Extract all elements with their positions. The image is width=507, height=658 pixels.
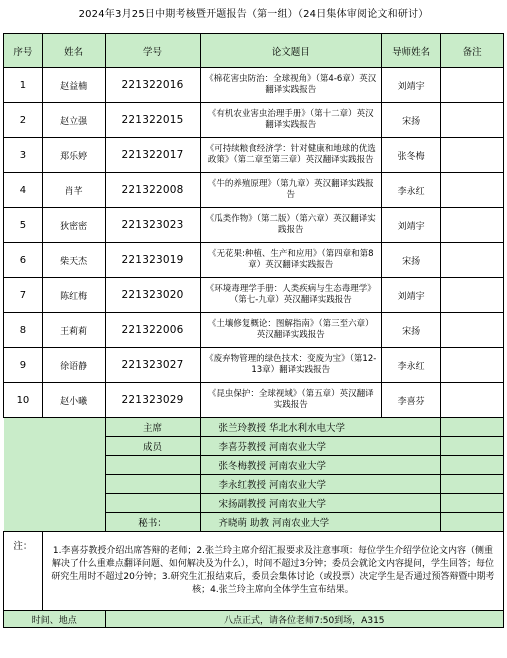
student-id: 221323027 [105, 348, 200, 383]
committee-member-row [4, 494, 504, 513]
secretary-label: 秘书： [105, 513, 200, 532]
remark-cell [441, 278, 504, 313]
paper-title: 《废弃物管理的绿色技术：变废为宝》（第12-13章）翻译实践报告 [200, 348, 381, 383]
table-row [4, 383, 504, 418]
note-label: 注： [4, 532, 43, 611]
header-student-id: 学号 [105, 34, 200, 68]
advisor-name: 宋扬 [381, 243, 440, 278]
header-remark: 备注 [441, 34, 504, 68]
paper-title: 《土壤修复概论：图解指南》（第三至六章）英汉翻译实践报告 [200, 313, 381, 348]
remark-cell [441, 208, 504, 243]
header-advisor: 导师姓名 [381, 34, 440, 68]
committee-spacer [4, 418, 106, 437]
student-id: 221322015 [105, 103, 200, 138]
row-number: 4 [4, 173, 43, 208]
paper-title: 《有机农业害虫治理手册》（第十二章）英汉翻译实践报告 [200, 103, 381, 138]
student-name: 赵立强 [42, 103, 105, 138]
paper-title: 《可持续粮食经济学：针对健康和地球的优选政策》（第二章至第三章）英汉翻译实践报告 [200, 138, 381, 173]
committee-spacer [4, 456, 106, 475]
row-number: 2 [4, 103, 43, 138]
note-text: 1.李喜芬教授介绍出席答辩的老师；2.张兰玲主席介绍汇报要求及注意事项：每位学生介绍学位论文内容（侧重解决了什么重难点翻译问题、如何解决及为什么），时间不超过3分钟；委员会就论文内容提问，学生回答；每位研究生用时不超过20分钟；3.研究生汇报结束后，委员会集体讨论（或投票）决定学生是否通过预答辩暨中期考核；4.张兰玲主席向全体学生宣布结果。 [42, 532, 503, 611]
committee-spacer [4, 513, 106, 532]
committee-blank [441, 513, 504, 532]
committee-blank [441, 475, 504, 494]
committee-member: 宋扬副教授 河南农业大学 [200, 494, 441, 513]
table-row [4, 243, 504, 278]
committee-member-row [4, 437, 504, 456]
advisor-name: 张冬梅 [381, 138, 440, 173]
table-row [4, 208, 504, 243]
student-id: 221322016 [105, 68, 200, 103]
paper-title: 《牛的养殖原理》（第九章）英汉翻译实践报告 [200, 173, 381, 208]
members-label-empty [105, 494, 200, 513]
table-row [4, 138, 504, 173]
student-name: 赵益楠 [42, 68, 105, 103]
paper-title: 《环境毒理学手册：人类疾病与生态毒理学》（第七-九章）英汉翻译实践报告 [200, 278, 381, 313]
student-name: 陈红梅 [42, 278, 105, 313]
advisor-name: 宋扬 [381, 313, 440, 348]
advisor-name: 刘靖宇 [381, 278, 440, 313]
header-name: 姓名 [42, 34, 105, 68]
committee-chair-row [4, 418, 504, 437]
committee-member: 张冬梅教授 河南农业大学 [200, 456, 441, 475]
table-row [4, 278, 504, 313]
advisor-name: 刘靖宇 [381, 68, 440, 103]
row-number: 7 [4, 278, 43, 313]
remark-cell [441, 68, 504, 103]
committee-spacer [4, 494, 106, 513]
members-label: 成员 [105, 437, 200, 456]
document-title: 2024年3月25日中期考核暨开题报告（第一组）（24日集体审阅论文和研讨） [78, 9, 429, 20]
student-name: 徐语静 [42, 348, 105, 383]
table-row [4, 173, 504, 208]
members-label-empty [105, 475, 200, 494]
advisor-name: 宋扬 [381, 103, 440, 138]
paper-title: 《瓜类作物》（第二版）（第六章）英汉翻译实践报告 [200, 208, 381, 243]
schedule-table [3, 33, 504, 628]
note-row [4, 532, 504, 611]
advisor-name: 李永红 [381, 173, 440, 208]
header-paper-title: 论文题目 [200, 34, 381, 68]
header-number: 序号 [4, 34, 43, 68]
committee-member-row [4, 456, 504, 475]
row-number: 5 [4, 208, 43, 243]
paper-title: 《无花果:种植、生产和应用》（第四章和第8章）英汉翻译实践报告 [200, 243, 381, 278]
student-name: 赵小曦 [42, 383, 105, 418]
committee-member: 李喜芬教授 河南农业大学 [200, 437, 441, 456]
row-number: 9 [4, 348, 43, 383]
student-name: 柴天杰 [42, 243, 105, 278]
committee-blank [441, 418, 504, 437]
committee-blank [441, 456, 504, 475]
remark-cell [441, 383, 504, 418]
remark-cell [441, 138, 504, 173]
table-header-row [4, 34, 504, 68]
committee-blank [441, 437, 504, 456]
row-number: 10 [4, 383, 43, 418]
committee-spacer [4, 475, 106, 494]
time-label: 时间、地点 [4, 611, 106, 628]
row-number: 6 [4, 243, 43, 278]
student-id: 221323020 [105, 278, 200, 313]
student-name: 狄密密 [42, 208, 105, 243]
student-name: 肖芊 [42, 173, 105, 208]
student-id: 221322017 [105, 138, 200, 173]
committee-spacer [4, 437, 106, 456]
time-text: 八点正式，请各位老师7:50到场，A315 [105, 611, 504, 628]
table-row [4, 103, 504, 138]
committee-secretary-row [4, 513, 504, 532]
table-row [4, 68, 504, 103]
time-row [4, 611, 504, 628]
committee-member-row [4, 475, 504, 494]
secretary-name: 齐晓萌 助教 河南农业大学 [200, 513, 441, 532]
student-id: 221322008 [105, 173, 200, 208]
student-id: 221323029 [105, 383, 200, 418]
committee-member: 李永红教授 河南农业大学 [200, 475, 441, 494]
remark-cell [441, 348, 504, 383]
student-name: 王莉莉 [42, 313, 105, 348]
student-id: 221323019 [105, 243, 200, 278]
remark-cell [441, 243, 504, 278]
chair-label: 主席 [105, 418, 200, 437]
table-row [4, 348, 504, 383]
row-number: 3 [4, 138, 43, 173]
advisor-name: 李喜芬 [381, 383, 440, 418]
chair-name: 张兰玲教授 华北水利水电大学 [200, 418, 441, 437]
members-label-empty [105, 456, 200, 475]
committee-blank [441, 494, 504, 513]
remark-cell [441, 173, 504, 208]
paper-title: 《棉花害虫防治：全球视角》（第4-6章）英汉翻译实践报告 [200, 68, 381, 103]
student-name: 郑乐婷 [42, 138, 105, 173]
row-number: 1 [4, 68, 43, 103]
advisor-name: 刘靖宇 [381, 208, 440, 243]
student-id: 221322006 [105, 313, 200, 348]
advisor-name: 李永红 [381, 348, 440, 383]
student-id: 221323023 [105, 208, 200, 243]
remark-cell [441, 313, 504, 348]
row-number: 8 [4, 313, 43, 348]
table-row [4, 313, 504, 348]
paper-title: 《昆虫保护：全球视域》（第五章）英汉翻译实践报告 [200, 383, 381, 418]
remark-cell [441, 103, 504, 138]
